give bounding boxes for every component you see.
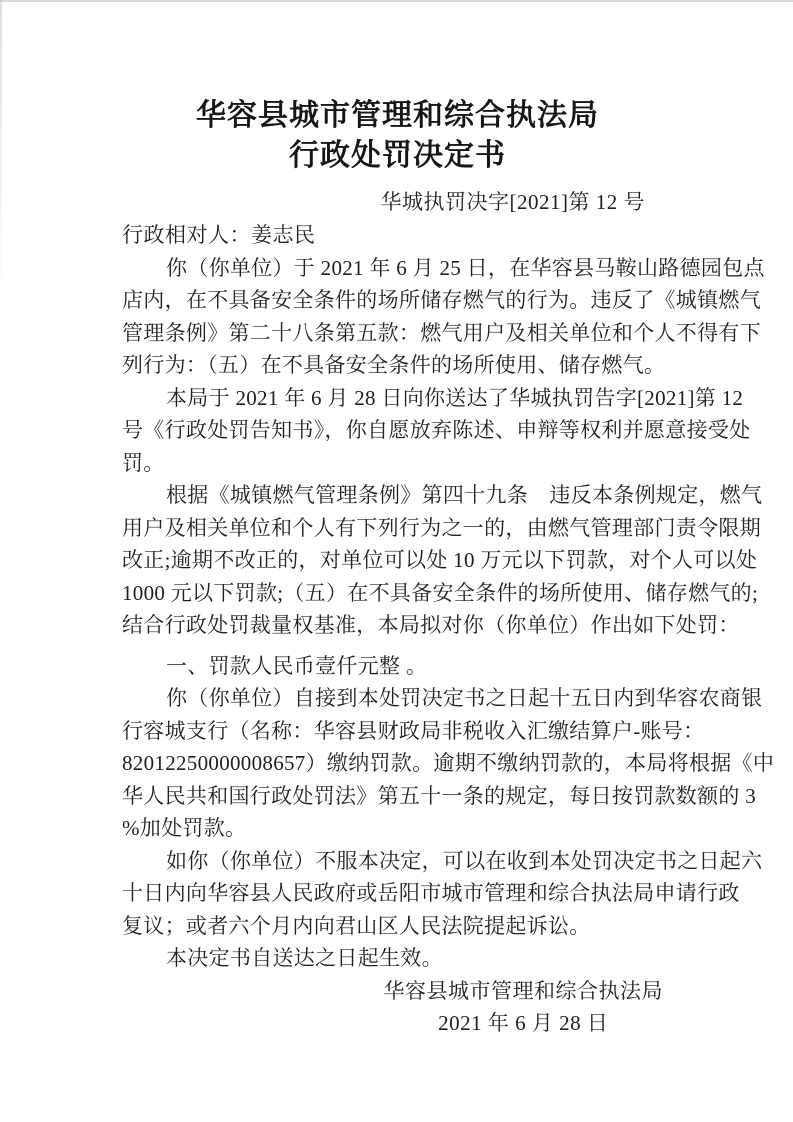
- recipient-label: 行政相对人：: [122, 223, 251, 247]
- document-title-line2: 行政处罚决定书: [289, 139, 506, 172]
- paragraph: [122, 479, 763, 642]
- paragraph-line: 本决定书自送达之日起生效。: [166, 946, 443, 970]
- paragraph-line: 复议；或者六个月内向君山区人民法院提起诉讼。: [122, 913, 591, 938]
- scan-edge-top: [0, 0, 793, 2]
- paragraph: [122, 382, 751, 480]
- paragraph-line: 店内，在不具备安全条件的场所储存燃气的行为。违反了《城镇燃气: [122, 288, 761, 312]
- paragraph-line: 一、罚款人民币壹仟元整 。: [166, 653, 428, 678]
- scan-edge-left: [0, 0, 2, 300]
- paragraph: [122, 845, 763, 943]
- paragraph-line: 你（你单位）自接到本处罚决定书之日起十五日内到华容农商银: [166, 686, 763, 710]
- document-body: [122, 219, 775, 975]
- recipient-name: 姜志民: [251, 223, 316, 247]
- document-number: 华城执罚决字[2021]第 12 号: [380, 190, 645, 214]
- recipient-line: [122, 219, 673, 252]
- paragraph-line: 1000 元以下罚款;（五）在不具备安全条件的场所使用、储存燃气的;: [122, 580, 759, 605]
- paragraph-line: 本局于 2021 年 6 月 28 日向你送达了华城执罚告字[2021]第 12: [166, 385, 744, 410]
- paragraph-line: 号《行政处罚告知书》，你自愿放弃陈述、申辩等权利并愿意接受处: [122, 418, 751, 442]
- paragraph-line: 列行为：（五）在不具备安全条件的场所使用、储存燃气。: [122, 353, 666, 377]
- paragraph-line: 如你（你单位）不服本决定，可以在收到本处罚决定书之日起六: [166, 848, 763, 873]
- paragraph: [122, 682, 775, 845]
- paragraph-line: 改正;逾期不改正的，对单位可以处 10 万元以下罚款，对个人可以处: [122, 548, 758, 572]
- paragraph-line: %加处罚款。: [122, 816, 247, 840]
- signature-inner: [384, 975, 664, 1040]
- paragraph-line: 十日内向华容县人民政府或岳阳市城市管理和综合执法局申请行政: [122, 881, 740, 905]
- signature-block: [122, 975, 673, 1040]
- paragraph-line: 结合行政处罚裁量权基准，本局拟对你（你单位）作出如下处罚：: [122, 613, 740, 637]
- document-header: [122, 96, 673, 219]
- paragraph: [122, 650, 673, 683]
- document-title-line1: 华容县城市管理和综合执法局: [196, 99, 599, 132]
- paragraph: [122, 252, 765, 382]
- paragraph-line: 罚。: [122, 450, 165, 475]
- paragraph: [122, 942, 673, 975]
- paragraph-line: 管理条例》第二十八条第五款：燃气用户及相关单位和个人不得有下: [122, 320, 761, 345]
- paragraph-line: 82012250000008657）缴纳罚款。逾期不缴纳罚款的，本局将根据《中: [122, 751, 775, 775]
- paragraph-line: 华人民共和国行政处罚法》第五十一条的规定，每日按罚款数额的 3: [122, 783, 757, 808]
- document-paragraphs: [122, 252, 775, 975]
- paragraph-line: 根据《城镇燃气管理条例》第四十九条 违反本条例规定，燃气: [166, 483, 763, 507]
- issue-date: 2021 年 6 月 28 日: [438, 1011, 609, 1035]
- document-content: [122, 96, 775, 1040]
- paragraph-line: 你（你单位）于 2021 年 6 月 25 日，在华容县马鞍山路德园包点: [166, 255, 765, 280]
- issuing-authority: 华容县城市管理和综合执法局: [383, 978, 663, 1003]
- paragraph-line: 用户及相关单位和个人有下列行为之一的，由燃气管理部门责令限期: [122, 515, 761, 540]
- paragraph-line: 行容城支行（名称：华容县财政局非税收入汇缴结算户-账号：: [122, 718, 705, 743]
